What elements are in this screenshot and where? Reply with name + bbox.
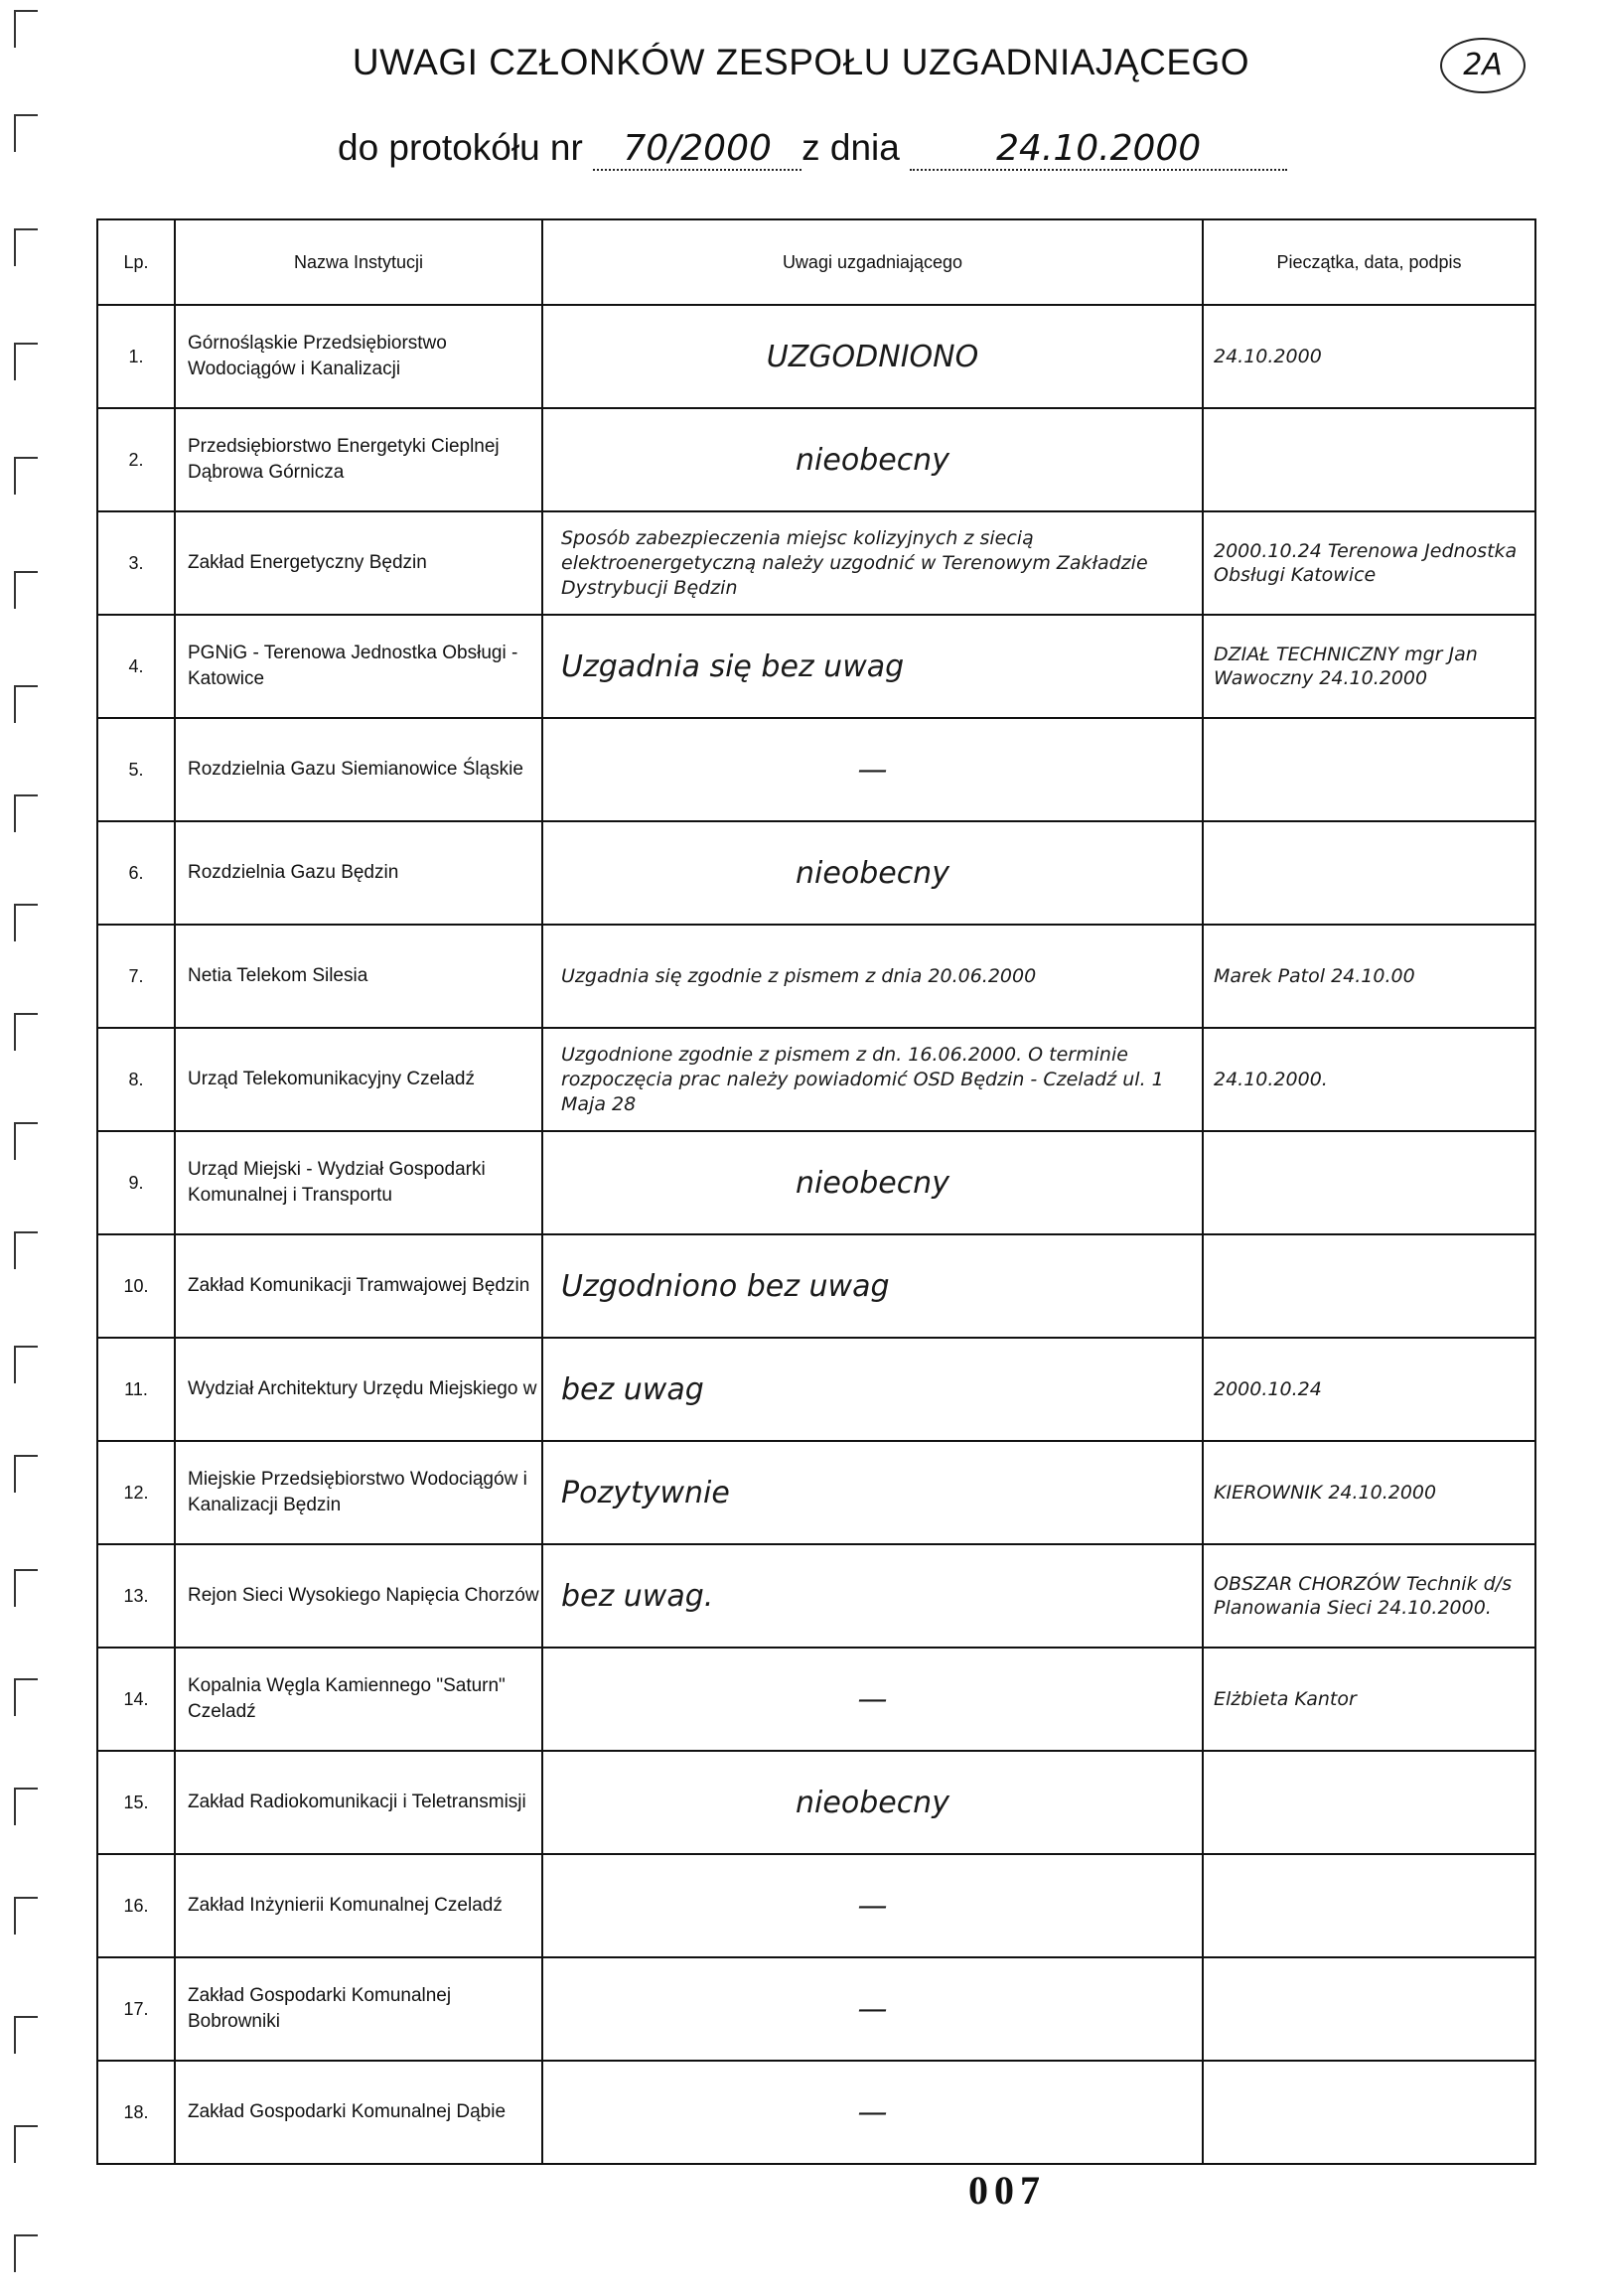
- row-institution: Przedsiębiorstwo Energetyki Cieplnej Dąbrowa Górnicza: [175, 408, 542, 511]
- row-stamp: [1203, 821, 1535, 925]
- row-remarks: nieobecny: [542, 408, 1203, 511]
- row-stamp: Elżbieta Kantor: [1203, 1648, 1535, 1751]
- row-stamp: 24.10.2000: [1203, 305, 1535, 408]
- row-lp: 12.: [97, 1441, 175, 1544]
- row-remarks: —: [542, 718, 1203, 821]
- row-remarks: nieobecny: [542, 1131, 1203, 1234]
- row-remarks: Uzgadnia się bez uwag: [542, 615, 1203, 718]
- table-row: [97, 1957, 1535, 2061]
- row-institution: Zakład Radiokomunikacji i Teletransmisji: [175, 1751, 542, 1854]
- row-remarks: Pozytywnie: [542, 1441, 1203, 1544]
- row-institution: Urząd Miejski - Wydział Gospodarki Komunalnej i Transportu: [175, 1131, 542, 1234]
- row-institution: Zakład Komunikacji Tramwajowej Będzin: [175, 1234, 542, 1338]
- subtitle-prefix: do protokółu nr: [338, 127, 583, 168]
- row-stamp: OBSZAR CHORZÓW Technik d/s Planowania Sieci 24.10.2000.: [1203, 1544, 1535, 1648]
- subtitle-middle: z dnia: [801, 127, 900, 168]
- table-row: [97, 2061, 1535, 2164]
- row-stamp: Marek Patol 24.10.00: [1203, 925, 1535, 1028]
- row-institution: Rozdzielnia Gazu Będzin: [175, 821, 542, 925]
- protocol-number: 70/2000: [593, 128, 801, 171]
- row-institution: Rejon Sieci Wysokiego Napięcia Chorzów: [175, 1544, 542, 1648]
- row-institution: Miejskie Przedsiębiorstwo Wodociągów i Kanalizacji Będzin: [175, 1441, 542, 1544]
- row-lp: 13.: [97, 1544, 175, 1648]
- row-institution: Zakład Gospodarki Komunalnej Dąbie: [175, 2061, 542, 2164]
- row-remarks: Uzgadnia się zgodnie z pismem z dnia 20.06.2000: [542, 925, 1203, 1028]
- table-row: [97, 1441, 1535, 1544]
- row-remarks: Sposób zabezpieczenia miejsc kolizyjnych z siecią elektroenergetyczną należy uzgodnić w Terenowym Zakładzie Dystrybucji Będzin: [542, 511, 1203, 615]
- row-remarks: Uzgodnione zgodnie z pismem z dn. 16.06.2000. O terminie rozpoczęcia prac należy powiadomić OSD Będzin - Czeladź ul. 1 Maja 28: [542, 1028, 1203, 1131]
- row-institution: PGNiG - Terenowa Jednostka Obsługi - Katowice: [175, 615, 542, 718]
- row-institution: Rozdzielnia Gazu Siemianowice Śląskie: [175, 718, 542, 821]
- row-institution: Wydział Architektury Urzędu Miejskiego w: [175, 1338, 542, 1441]
- row-lp: 1.: [97, 305, 175, 408]
- table-row: [97, 1338, 1535, 1441]
- row-lp: 6.: [97, 821, 175, 925]
- row-stamp: 2000.10.24: [1203, 1338, 1535, 1441]
- row-lp: 3.: [97, 511, 175, 615]
- row-remarks: UZGODNIONO: [542, 305, 1203, 408]
- table-row: [97, 1648, 1535, 1751]
- row-lp: 17.: [97, 1957, 175, 2061]
- header-remarks: Uwagi uzgadniającego: [542, 219, 1203, 305]
- row-stamp: 24.10.2000.: [1203, 1028, 1535, 1131]
- document-subtitle: [338, 127, 1287, 171]
- row-institution: Górnośląskie Przedsiębiorstwo Wodociągów i Kanalizacji: [175, 305, 542, 408]
- row-remarks: —: [542, 2061, 1203, 2164]
- row-stamp: 2000.10.24 Terenowa Jednostka Obsługi Katowice: [1203, 511, 1535, 615]
- row-stamp: [1203, 1854, 1535, 1957]
- row-lp: 11.: [97, 1338, 175, 1441]
- header-institution: Nazwa Instytucji: [175, 219, 542, 305]
- row-remarks: nieobecny: [542, 1751, 1203, 1854]
- row-remarks: bez uwag.: [542, 1544, 1203, 1648]
- row-lp: 9.: [97, 1131, 175, 1234]
- row-stamp: [1203, 1234, 1535, 1338]
- row-stamp: [1203, 1131, 1535, 1234]
- table-row: [97, 1131, 1535, 1234]
- row-remarks: bez uwag: [542, 1338, 1203, 1441]
- table-row: [97, 821, 1535, 925]
- header-lp: Lp.: [97, 219, 175, 305]
- row-stamp: DZIAŁ TECHNICZNY mgr Jan Wawoczny 24.10.2000: [1203, 615, 1535, 718]
- row-lp: 8.: [97, 1028, 175, 1131]
- row-stamp: [1203, 1751, 1535, 1854]
- table-row: [97, 1751, 1535, 1854]
- row-institution: Zakład Energetyczny Będzin: [175, 511, 542, 615]
- protocol-date: 24.10.2000: [910, 128, 1287, 171]
- row-lp: 5.: [97, 718, 175, 821]
- row-institution: Netia Telekom Silesia: [175, 925, 542, 1028]
- row-stamp: KIEROWNIK 24.10.2000: [1203, 1441, 1535, 1544]
- row-lp: 16.: [97, 1854, 175, 1957]
- page-footer-number: 007: [968, 2168, 1046, 2213]
- row-stamp: [1203, 408, 1535, 511]
- row-stamp: [1203, 2061, 1535, 2164]
- row-lp: 14.: [97, 1648, 175, 1751]
- table-row: [97, 718, 1535, 821]
- row-remarks: Uzgodniono bez uwag: [542, 1234, 1203, 1338]
- header-stamp: Pieczątka, data, podpis: [1203, 219, 1535, 305]
- row-lp: 2.: [97, 408, 175, 511]
- table-row: [97, 511, 1535, 615]
- table-row: [97, 1544, 1535, 1648]
- table-header-row: [97, 219, 1535, 305]
- row-remarks: —: [542, 1648, 1203, 1751]
- row-lp: 15.: [97, 1751, 175, 1854]
- table-row: [97, 1028, 1535, 1131]
- table-row: [97, 615, 1535, 718]
- row-stamp: [1203, 718, 1535, 821]
- page-badge: 2A: [1440, 38, 1526, 93]
- row-institution: Urząd Telekomunikacyjny Czeladź: [175, 1028, 542, 1131]
- table-row: [97, 1234, 1535, 1338]
- table-row: [97, 408, 1535, 511]
- row-remarks: —: [542, 1854, 1203, 1957]
- binding-margin-marks: [14, 0, 44, 2296]
- row-lp: 4.: [97, 615, 175, 718]
- remarks-table: [96, 218, 1536, 2165]
- row-institution: Zakład Inżynierii Komunalnej Czeladź: [175, 1854, 542, 1957]
- row-institution: Kopalnia Węgla Kamiennego "Saturn" Czeladź: [175, 1648, 542, 1751]
- row-lp: 10.: [97, 1234, 175, 1338]
- row-institution: Zakład Gospodarki Komunalnej Bobrowniki: [175, 1957, 542, 2061]
- document-title: UWAGI CZŁONKÓW ZESPOŁU UZGADNIAJĄCEGO: [352, 42, 1250, 82]
- row-lp: 18.: [97, 2061, 175, 2164]
- row-remarks: —: [542, 1957, 1203, 2061]
- table-row: [97, 925, 1535, 1028]
- table-row: [97, 1854, 1535, 1957]
- table-row: [97, 305, 1535, 408]
- row-stamp: [1203, 1957, 1535, 2061]
- row-lp: 7.: [97, 925, 175, 1028]
- row-remarks: nieobecny: [542, 821, 1203, 925]
